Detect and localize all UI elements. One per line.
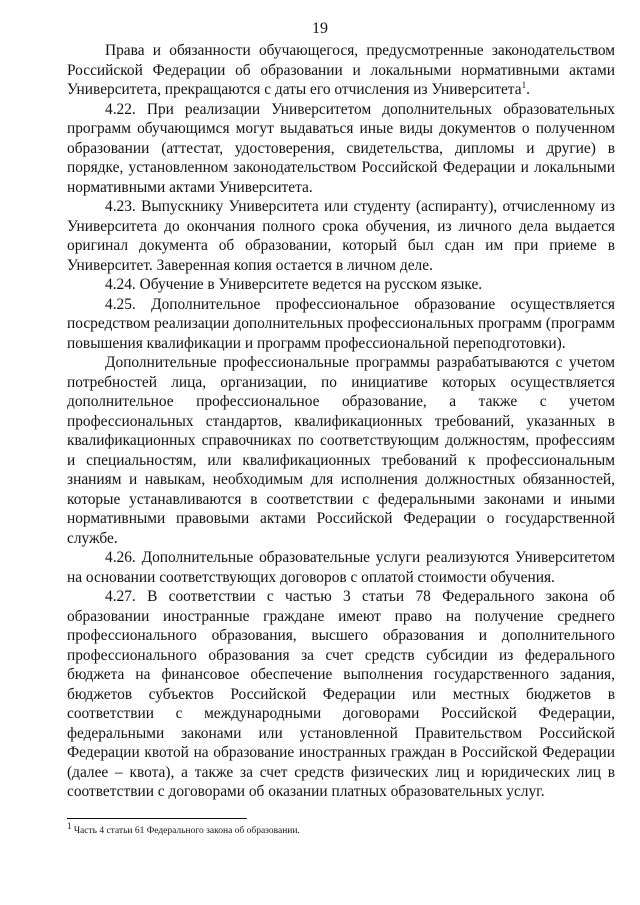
paragraph: 4.25. Дополнительное профессиональное образование осуществляется посредством реализации дополнительных профессиональных программ (программ повышения квалификации и программ профессиональной переподготовки).: [67, 295, 615, 352]
footnote-text: Часть 4 статьи 61 Федерального закона об образовании.: [73, 826, 300, 836]
paragraph: Дополнительные профессиональные программы разрабатываются с учетом потребностей лица, организации, по инициативе которых осуществляется дополнительное профессиональное образование, а также с учетом профессиональных стандартов, квалификационных требований, указанных в квалификационных справочниках по соответствующим должностям, профессиям и специальностям, или квалификационных требований к профессиональным знаниям и навыкам, необходимым для исполнения должностных обязанностей, которые устанавливаются в соответствии с федеральными законами и иными нормативными правовыми актами Российской Федерации о государственной службе.: [67, 354, 615, 547]
footnote-divider: [67, 818, 247, 819]
footnote-reference: 1: [521, 79, 527, 90]
page-number: 19: [312, 20, 328, 37]
footnote: [67, 820, 615, 837]
document-body: [67, 41, 615, 802]
paragraph-end: .: [526, 81, 530, 98]
paragraph: 4.23. Выпускнику Университета или студенту (аспиранту), отчисленному из Университета до окончания полного срока обучения, из личного дела выдается оригинал документа об образовании, который был сдан им при приеме в Университет. Заверенная копия остается в личном деле.: [67, 198, 615, 274]
paragraph: 4.27. В соответствии с частью 3 статьи 78 Федерального закона об образовании иностранные граждане имеют право на получение среднего профессионального образования, высшего образования и дополнительного профессионального образования за счет средств субсидии из федерального бюджета на финансовое обеспечение выполнения государственного задания, бюджетов субъектов Российской Федерации или местных бюджетов в соответствии с международными договорами Российской Федерации, федеральными законами или установленной Правительством Российской Федерации квотой на образование иностранных граждан в Российской Федерации (далее – квота), а также за счет средств физических лиц и юридических лиц в соответствии с договорами об оказании платных образовательных услуг.: [67, 588, 615, 800]
paragraph: 4.26. Дополнительные образовательные услуги реализуются Университетом на основании соответствующих договоров с оплатой стоимости обучения.: [67, 549, 615, 586]
paragraph: [67, 41, 615, 100]
paragraph: 4.24. Обучение в Университете ведется на русском языке.: [105, 276, 483, 293]
footnote-marker: 1: [67, 820, 72, 831]
paragraph: 4.22. При реализации Университетом дополнительных образовательных программ обучающимся могут выдаваться иные виды документов о полученном образовании (аттестат, удостоверения, свидетельства, дипломы и другие) в порядке, установленном законодательством Российской Федерации и локальными нормативными актами Университета.: [67, 100, 615, 196]
paragraph-text: Права и обязанности обучающегося, предусмотренные законодательством Российской Федерации об образовании и локальными нормативными актами Университета, прекращаются с даты его отчисления из Университета: [67, 42, 615, 98]
